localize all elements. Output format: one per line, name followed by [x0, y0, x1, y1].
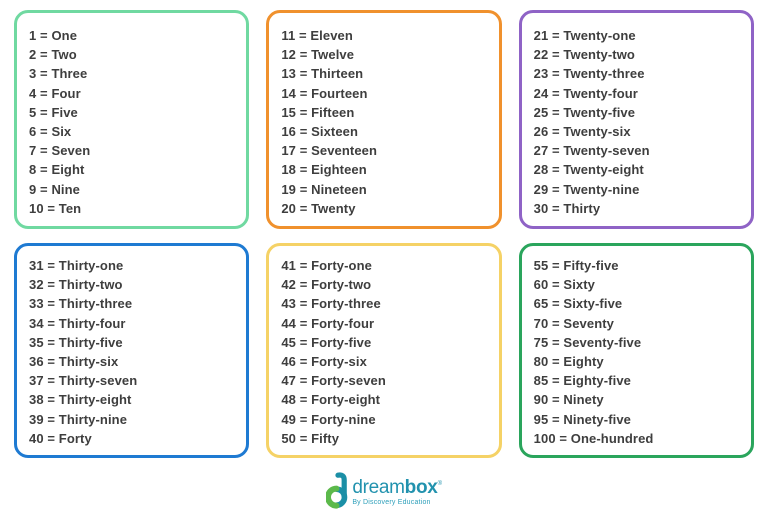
- number-word-pair: 33 = Thirty-three: [29, 296, 133, 312]
- number-word-pair: 47 = Forty-seven: [281, 373, 386, 389]
- dreambox-d-icon: [326, 472, 349, 509]
- number-word-pair: 41 = Forty-one: [281, 258, 372, 273]
- number-word-pair: 48 = Forty-eight: [281, 392, 381, 408]
- number-word-pair: 16 = Sixteen: [281, 124, 359, 140]
- number-word-pair: 20 = Twenty: [281, 200, 356, 216]
- number-word-pair: 42 = Forty-two: [281, 277, 372, 293]
- number-word-pair: 14 = Fourteen: [281, 85, 368, 101]
- number-word-pair: 9 = Nine: [29, 181, 81, 197]
- wordmark-dream: dream: [352, 477, 405, 498]
- number-word-pair: 19 = Nineteen: [281, 181, 367, 197]
- number-word-pair: 65 = Sixty-five: [533, 296, 623, 312]
- dreambox-wordmark: [352, 474, 441, 498]
- dreambox-wordmark-block: [352, 471, 441, 507]
- number-box-1-10: [14, 10, 249, 229]
- number-word-pair: 23 = Twenty-three: [533, 66, 645, 82]
- number-word-pair: 7 = Seven: [29, 143, 91, 159]
- number-word-pair: 60 = Sixty: [533, 277, 596, 293]
- number-word-pair: 27 = Twenty-seven: [533, 143, 650, 159]
- number-word-pair: 75 = Seventy-five: [533, 334, 642, 350]
- number-word-pair: 85 = Eighty-five: [533, 373, 631, 389]
- number-word-pair: 55 = Fifty-five: [533, 258, 619, 273]
- number-word-pair: 43 = Forty-three: [281, 296, 381, 312]
- wordmark-box: box: [404, 477, 438, 498]
- number-box-55-100: [519, 243, 754, 458]
- number-word-pair: 95 = Ninety-five: [533, 411, 631, 427]
- number-box-31-40: [14, 243, 249, 458]
- number-word-pair: 35 = Thirty-five: [29, 334, 123, 350]
- number-word-pair: 6 = Six: [29, 124, 72, 140]
- number-word-pair: 13 = Thirteen: [281, 66, 364, 82]
- number-word-pair: 22 = Twenty-two: [533, 47, 635, 63]
- number-word-pair: 37 = Thirty-seven: [29, 373, 138, 389]
- number-word-pair: 3 = Three: [29, 66, 88, 82]
- number-word-pair: 30 = Thirty: [533, 200, 601, 216]
- number-word-pair: 4 = Four: [29, 85, 81, 101]
- number-word-pair: 24 = Twenty-four: [533, 85, 638, 101]
- number-word-pair: 5 = Five: [29, 104, 78, 120]
- number-word-pair: 8 = Eight: [29, 162, 85, 178]
- number-word-pair: 2 = Two: [29, 47, 77, 63]
- number-word-pair: 44 = Forty-four: [281, 315, 375, 331]
- number-word-pair: 40 = Forty: [29, 430, 92, 446]
- number-word-pair: 100 = One-hundred: [533, 430, 654, 446]
- dreambox-logo: [0, 471, 768, 509]
- number-word-pair: 26 = Twenty-six: [533, 124, 631, 140]
- number-word-pair: 31 = Thirty-one: [29, 258, 124, 273]
- number-word-pair: 1 = One: [29, 28, 78, 43]
- number-word-pair: 15 = Fifteen: [281, 104, 355, 120]
- number-word-pair: 38 = Thirty-eight: [29, 392, 132, 408]
- number-word-pair: 34 = Thirty-four: [29, 315, 126, 331]
- number-word-pair: 11 = Eleven: [281, 28, 353, 43]
- number-word-pair: 46 = Forty-six: [281, 354, 367, 370]
- number-box-41-50: [266, 243, 501, 458]
- number-word-pair: 90 = Ninety: [533, 392, 604, 408]
- number-word-pair: 21 = Twenty-one: [533, 28, 636, 43]
- trademark-symbol: ®: [437, 481, 442, 487]
- number-word-pair: 10 = Ten: [29, 200, 82, 216]
- number-word-pair: 25 = Twenty-five: [533, 104, 636, 120]
- number-word-pair: 32 = Thirty-two: [29, 277, 123, 293]
- number-box-11-20: [266, 10, 501, 229]
- number-word-pair: 29 = Twenty-nine: [533, 181, 640, 197]
- dreambox-tagline: By Discovery Education: [352, 499, 431, 506]
- number-word-pair: 39 = Thirty-nine: [29, 411, 128, 427]
- number-word-pair: 28 = Twenty-eight: [533, 162, 644, 178]
- number-word-pair: 36 = Thirty-six: [29, 354, 119, 370]
- number-word-pair: 50 = Fifty: [281, 430, 340, 446]
- number-box-21-30: [519, 10, 754, 229]
- number-word-pair: 17 = Seventeen: [281, 143, 378, 159]
- number-word-pair: 49 = Forty-nine: [281, 411, 376, 427]
- number-word-pair: 12 = Twelve: [281, 47, 355, 63]
- number-word-pair: 45 = Forty-five: [281, 334, 372, 350]
- number-word-pair: 70 = Seventy: [533, 315, 614, 331]
- number-word-pair: 18 = Eighteen: [281, 162, 367, 178]
- number-word-pair: 80 = Eighty: [533, 354, 604, 370]
